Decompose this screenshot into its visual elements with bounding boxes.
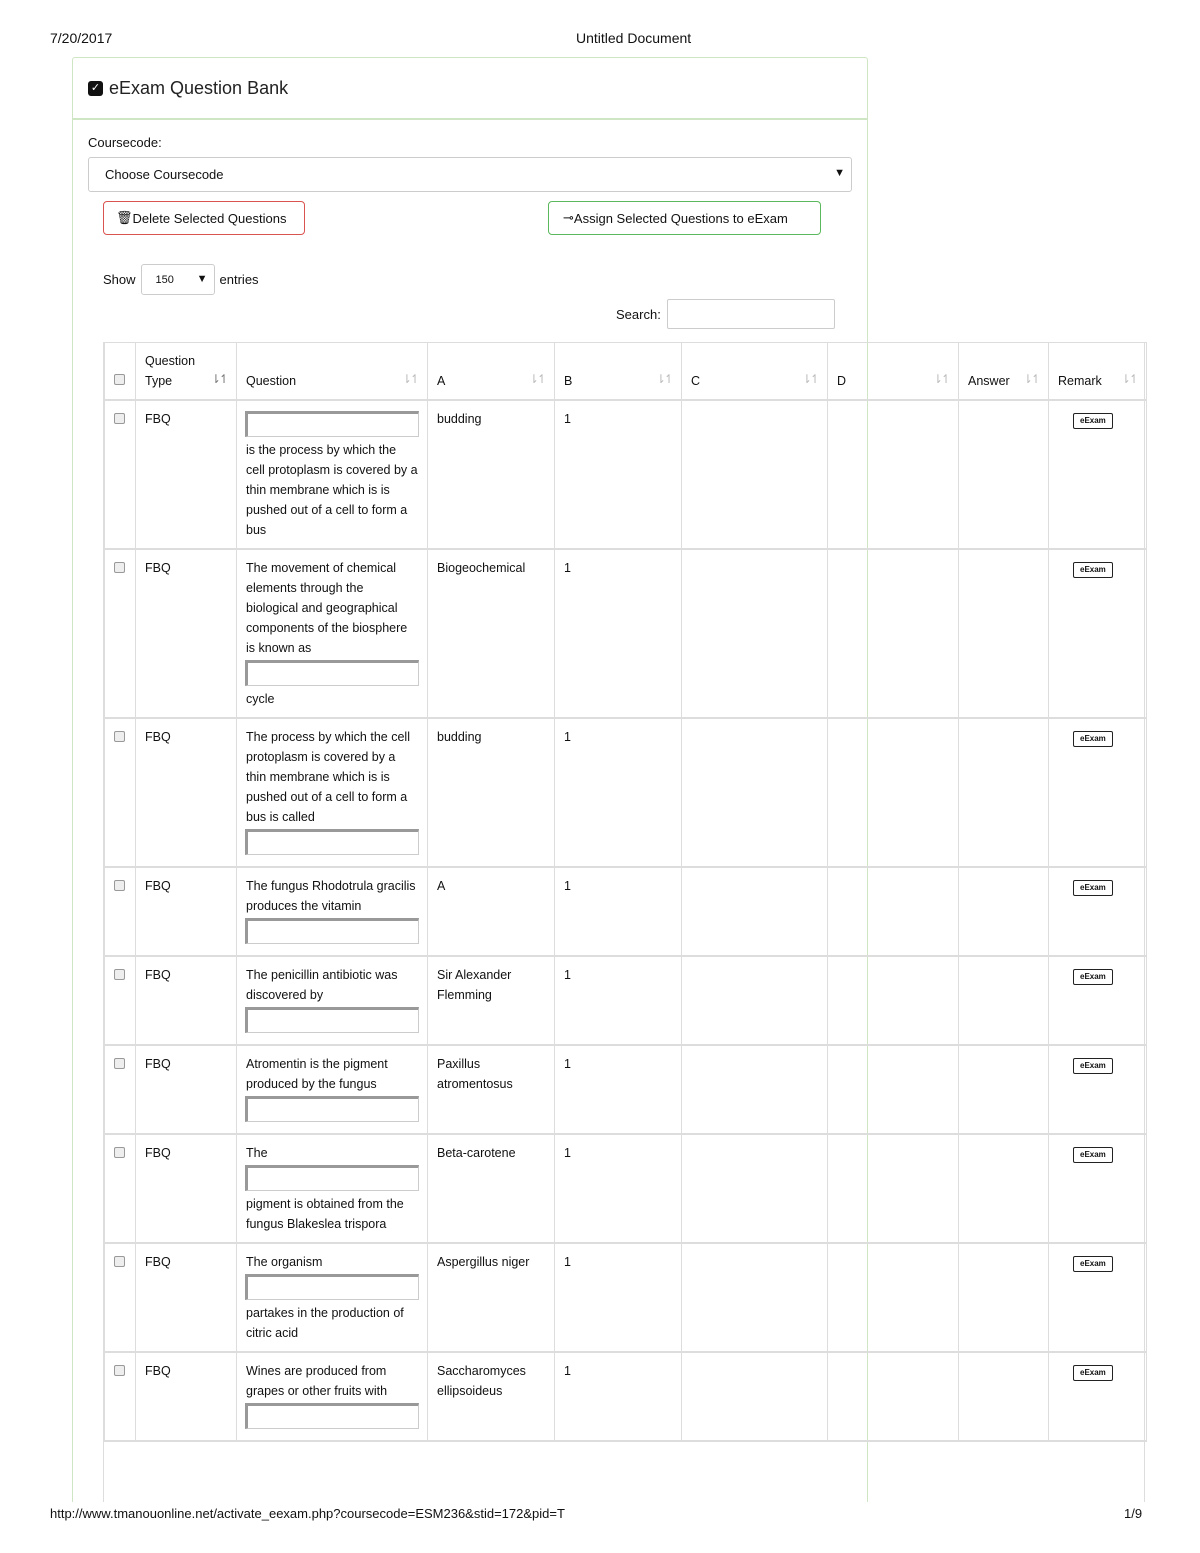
question-type-cell: FBQ <box>136 867 237 956</box>
option-d-cell <box>828 718 959 867</box>
sort-icon: ⇂↿ <box>801 372 818 386</box>
header-b[interactable]: B ⇂↿ <box>555 343 682 401</box>
answer-cell <box>959 867 1049 956</box>
question-text: The penicillin antibiotic was discovered by <box>246 968 398 1002</box>
assign-selected-label: Assign Selected Questions to eExam <box>573 210 788 226</box>
question-cell <box>237 549 428 718</box>
eexam-button[interactable]: eExam <box>1073 413 1113 429</box>
answer-blank-input[interactable] <box>245 829 419 855</box>
eexam-button[interactable]: eExam <box>1073 1365 1113 1381</box>
row-checkbox[interactable] <box>114 969 125 980</box>
option-d-cell <box>828 1045 959 1134</box>
question-text: Atromentin is the pigment produced by the fungus <box>246 1057 388 1091</box>
question-cell <box>237 1243 428 1352</box>
questions-table <box>104 342 1147 1442</box>
remark-cell <box>1049 400 1147 549</box>
answer-blank-input[interactable] <box>245 1274 419 1300</box>
answer-cell <box>959 1243 1049 1352</box>
option-d-cell <box>828 867 959 956</box>
answer-cell <box>959 400 1049 549</box>
search-label: Search: <box>616 306 661 322</box>
answer-cell <box>959 1352 1049 1441</box>
print-title: Untitled Document <box>576 30 692 46</box>
question-type-cell: FBQ <box>136 1045 237 1134</box>
option-b-cell: 1 <box>555 549 682 718</box>
search-control <box>616 299 835 329</box>
answer-blank-input[interactable] <box>245 1403 419 1429</box>
caret-down-icon: ▼ <box>834 167 845 179</box>
thumbtack-icon: ⊸ <box>563 210 574 225</box>
option-b-cell: 1 <box>555 1134 682 1243</box>
row-select-cell <box>105 1045 136 1134</box>
question-cell <box>237 1352 428 1441</box>
row-checkbox[interactable] <box>114 1147 125 1158</box>
option-a-cell: Saccharomyces ellipsoideus <box>428 1352 555 1441</box>
table-row <box>105 400 1147 549</box>
table-row <box>105 1045 1147 1134</box>
answer-cell <box>959 956 1049 1045</box>
option-a-cell: Sir Alexander Flemming <box>428 956 555 1045</box>
question-type-cell: FBQ <box>136 1243 237 1352</box>
question-cell <box>237 1134 428 1243</box>
answer-blank-input[interactable] <box>245 918 419 944</box>
option-c-cell <box>682 718 828 867</box>
option-b-cell: 1 <box>555 1045 682 1134</box>
sort-icon: ⇂↿ <box>1022 372 1039 386</box>
row-select-cell <box>105 1134 136 1243</box>
header-select-all[interactable] <box>105 343 136 401</box>
option-c-cell <box>682 956 828 1045</box>
option-a-cell: Biogeochemical <box>428 549 555 718</box>
table-row <box>105 549 1147 718</box>
table-row <box>105 1134 1147 1243</box>
answer-cell <box>959 1045 1049 1134</box>
row-select-cell <box>105 549 136 718</box>
question-type-cell: FBQ <box>136 1134 237 1243</box>
answer-blank-input[interactable] <box>245 1096 419 1122</box>
question-cell <box>237 867 428 956</box>
table-row <box>105 1352 1147 1441</box>
print-page-number: 1/9 <box>1124 1506 1143 1521</box>
answer-cell <box>959 549 1049 718</box>
row-select-cell <box>105 867 136 956</box>
row-select-cell <box>105 400 136 549</box>
option-c-cell <box>682 867 828 956</box>
remark-cell <box>1049 1352 1147 1441</box>
sort-asc-icon: ⇂↿ <box>210 372 227 386</box>
question-cell <box>237 718 428 867</box>
row-checkbox[interactable] <box>114 1058 125 1069</box>
check-square-icon: ✓ <box>88 81 103 96</box>
answer-blank-input[interactable] <box>245 411 419 437</box>
remark-cell <box>1049 1045 1147 1134</box>
option-b-cell: 1 <box>555 1352 682 1441</box>
header-d[interactable]: D ⇂↿ <box>828 343 959 401</box>
row-checkbox[interactable] <box>114 731 125 742</box>
remark-cell <box>1049 718 1147 867</box>
entries-length-control <box>103 264 259 295</box>
table-row <box>105 867 1147 956</box>
row-checkbox[interactable] <box>114 562 125 573</box>
question-text: The movement of chemical elements through the biological and geographical components of the biosphere is known as <box>246 561 408 655</box>
eexam-button[interactable]: eExam <box>1073 562 1113 578</box>
entries-label: entries <box>219 272 259 287</box>
row-checkbox[interactable] <box>114 1256 125 1267</box>
row-select-cell <box>105 1243 136 1352</box>
option-d-cell <box>828 956 959 1045</box>
question-cell <box>237 1045 428 1134</box>
eexam-button[interactable]: eExam <box>1073 1058 1113 1074</box>
caret-down-icon: ▼ <box>196 273 208 285</box>
option-b-cell: 1 <box>555 867 682 956</box>
row-select-cell <box>105 718 136 867</box>
option-a-cell: budding <box>428 400 555 549</box>
option-c-cell <box>682 549 828 718</box>
option-a-cell: A <box>428 867 555 956</box>
question-text: The organism <box>246 1255 323 1269</box>
question-text: The fungus Rhodotrula gracilis produces the vitamin <box>246 879 416 913</box>
print-url: http://www.tmanouonline.net/activate_eexam.php?coursecode=ESM236&stid=172&pid=T <box>50 1506 565 1521</box>
option-d-cell <box>828 1243 959 1352</box>
eexam-button[interactable]: eExam <box>1073 880 1113 896</box>
option-c-cell <box>682 1352 828 1441</box>
answer-blank-input[interactable] <box>245 1007 419 1033</box>
header-answer[interactable]: Answer ⇂↿ <box>959 343 1049 401</box>
entries-select-value: 150 <box>155 273 174 286</box>
trash-icon: 🗑 <box>116 210 133 225</box>
header-question[interactable]: Question ⇂↿ <box>237 343 428 401</box>
remark-cell <box>1049 1243 1147 1352</box>
remark-cell <box>1049 1134 1147 1243</box>
sort-icon: ⇂↿ <box>655 372 672 386</box>
eexam-button[interactable]: eExam <box>1073 1147 1113 1163</box>
row-select-cell <box>105 1352 136 1441</box>
question-text: pigment is obtained from the fungus Blakeslea trispora <box>246 1197 404 1231</box>
search-input[interactable] <box>667 299 835 329</box>
select-all-checkbox[interactable] <box>114 374 125 385</box>
option-d-cell <box>828 1352 959 1441</box>
table-row <box>105 1243 1147 1352</box>
entries-select[interactable] <box>141 264 215 295</box>
header-remark[interactable]: Remark ⇂↿ <box>1049 343 1147 401</box>
row-checkbox[interactable] <box>114 1365 125 1376</box>
option-d-cell <box>828 1134 959 1243</box>
coursecode-label: Coursecode: <box>88 135 162 150</box>
delete-selected-button[interactable] <box>103 201 305 235</box>
delete-selected-label: Delete Selected Questions <box>132 210 287 226</box>
questions-table-wrapper <box>103 342 1145 1502</box>
option-c-cell <box>682 1134 828 1243</box>
row-select-cell <box>105 956 136 1045</box>
remark-cell <box>1049 956 1147 1045</box>
question-cell <box>237 956 428 1045</box>
option-b-cell: 1 <box>555 1243 682 1352</box>
remark-cell <box>1049 549 1147 718</box>
question-text: The process by which the cell protoplasm is covered by a thin membrane which is is pushed out of a cell to form a bus is called <box>246 730 410 824</box>
question-text: partakes in the production of citric acid <box>246 1306 404 1340</box>
option-c-cell <box>682 400 828 549</box>
eexam-button[interactable]: eExam <box>1073 969 1113 985</box>
answer-cell <box>959 1134 1049 1243</box>
answer-blank-input[interactable] <box>245 660 419 686</box>
panel-heading <box>73 58 867 120</box>
option-a-cell: Paxillus atromentosus <box>428 1045 555 1134</box>
table-row <box>105 718 1147 867</box>
eexam-button[interactable]: eExam <box>1073 1256 1113 1272</box>
option-a-cell: Beta-carotene <box>428 1134 555 1243</box>
assign-selected-button[interactable] <box>548 201 821 235</box>
option-c-cell <box>682 1045 828 1134</box>
row-checkbox[interactable] <box>114 413 125 424</box>
question-type-cell: FBQ <box>136 549 237 718</box>
question-text: cycle <box>246 692 275 706</box>
remark-cell <box>1049 867 1147 956</box>
option-d-cell <box>828 400 959 549</box>
coursecode-select-value: Choose Coursecode <box>105 167 224 182</box>
show-label: Show <box>103 272 136 287</box>
question-type-cell: FBQ <box>136 1352 237 1441</box>
panel-title: eExam Question Bank <box>109 77 289 98</box>
header-c[interactable]: C ⇂↿ <box>682 343 828 401</box>
question-type-cell: FBQ <box>136 956 237 1045</box>
question-text: The <box>246 1146 268 1160</box>
option-b-cell: 1 <box>555 718 682 867</box>
table-header-row <box>105 343 1147 401</box>
print-date: 7/20/2017 <box>50 30 113 46</box>
answer-cell <box>959 718 1049 867</box>
option-c-cell <box>682 1243 828 1352</box>
question-text: is the process by which the cell protoplasm is covered by a thin membrane which is is pushed out of a cell to form a bus <box>246 443 418 537</box>
header-a[interactable]: A ⇂↿ <box>428 343 555 401</box>
question-type-cell: FBQ <box>136 718 237 867</box>
option-a-cell: budding <box>428 718 555 867</box>
sort-icon: ⇂↿ <box>401 372 418 386</box>
question-text: Wines are produced from grapes or other fruits with <box>246 1364 388 1398</box>
option-d-cell <box>828 549 959 718</box>
question-type-cell: FBQ <box>136 400 237 549</box>
sort-icon: ⇂↿ <box>528 372 545 386</box>
row-checkbox[interactable] <box>114 880 125 891</box>
answer-blank-input[interactable] <box>245 1165 419 1191</box>
coursecode-select[interactable] <box>88 157 852 192</box>
eexam-button[interactable]: eExam <box>1073 731 1113 747</box>
table-row <box>105 956 1147 1045</box>
sort-icon: ⇂↿ <box>1120 372 1137 386</box>
question-cell <box>237 400 428 549</box>
sort-icon: ⇂↿ <box>932 372 949 386</box>
header-question-type[interactable]: Question Type ⇂↿ <box>136 343 237 401</box>
option-b-cell: 1 <box>555 956 682 1045</box>
option-b-cell: 1 <box>555 400 682 549</box>
option-a-cell: Aspergillus niger <box>428 1243 555 1352</box>
